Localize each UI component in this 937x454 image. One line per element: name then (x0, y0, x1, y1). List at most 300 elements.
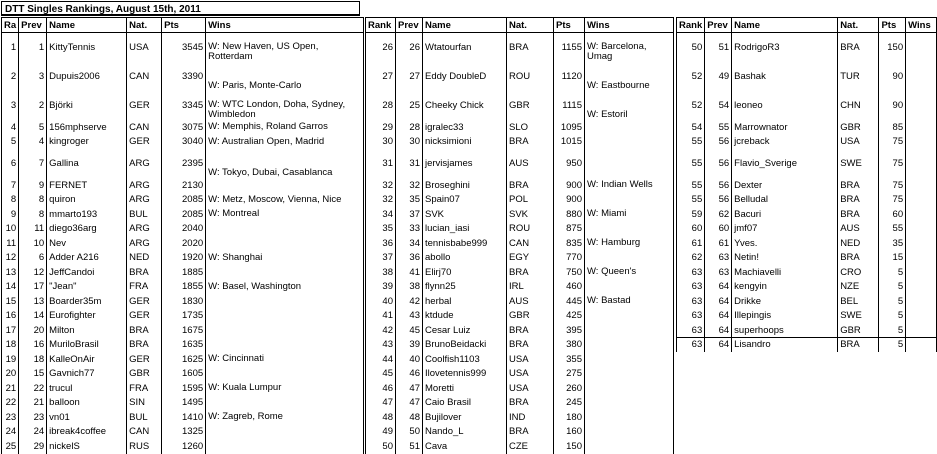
rank-cell: 2 (2, 62, 19, 91)
pts-cell: 460 (554, 280, 585, 295)
table-row (366, 236, 674, 251)
wins-cell (206, 323, 364, 338)
name-cell: Broseghini (423, 178, 507, 193)
wins-cell (585, 149, 674, 178)
rank-cell: 29 (366, 120, 396, 135)
rank-cell: 27 (366, 62, 396, 91)
table-row (677, 120, 937, 135)
rank-cell: 9 (2, 207, 19, 222)
wins-cell (585, 367, 674, 382)
rank-cell: 54 (677, 120, 705, 135)
name-cell: mmarto193 (47, 207, 127, 222)
name-cell: jervisjames (423, 149, 507, 178)
pts-cell: 1855 (162, 280, 206, 295)
rankings-panel-2 (365, 17, 674, 454)
pts-cell: 35 (879, 236, 906, 251)
wins-cell (585, 381, 674, 396)
table-row (2, 91, 364, 120)
table-row (677, 91, 937, 120)
nat-cell: GER (127, 91, 162, 120)
table-row (2, 367, 364, 382)
nat-cell: TUR (838, 62, 879, 91)
nat-cell: USA (507, 352, 554, 367)
nat-header: Nat. (127, 18, 162, 33)
nat-cell: BRA (127, 265, 162, 280)
prev-cell: 45 (396, 323, 423, 338)
pts-cell: 2085 (162, 193, 206, 208)
name-cell: Dexter (732, 178, 838, 193)
nat-cell: CAN (127, 120, 162, 135)
name-cell: ibreak4coffee (47, 425, 127, 440)
rank-cell: 47 (366, 396, 396, 411)
table-row (366, 135, 674, 150)
name-header: Name (423, 18, 507, 33)
pts-cell: 3075 (162, 120, 206, 135)
nat-cell: ARG (127, 149, 162, 178)
name-cell: Adder A216 (47, 251, 127, 266)
table-row (2, 222, 364, 237)
rank-cell: 44 (366, 352, 396, 367)
pts-cell: 2020 (162, 236, 206, 251)
table-row (366, 207, 674, 222)
name-cell: kingroger (47, 135, 127, 150)
prev-cell: 62 (705, 207, 732, 222)
wins-cell (906, 33, 937, 63)
name-cell: jmf07 (732, 222, 838, 237)
prev-cell: 24 (19, 425, 47, 440)
pts-cell: 245 (554, 396, 585, 411)
table-row (366, 352, 674, 367)
rank-cell: 55 (677, 149, 705, 178)
table-row (2, 33, 364, 63)
rank-cell: 18 (2, 338, 19, 353)
table-row (2, 120, 364, 135)
pts-cell: 1635 (162, 338, 206, 353)
wins-cell: W: Cincinnati (206, 352, 364, 367)
wins-cell: W: Barcelona, Umag (585, 33, 674, 63)
nat-cell: NZE (838, 280, 879, 295)
nat-cell: NED (838, 236, 879, 251)
wins-cell (906, 236, 937, 251)
name-cell: vn01 (47, 410, 127, 425)
wins-cell: W: Memphis, Roland Garros (206, 120, 364, 135)
prev-cell: 39 (396, 338, 423, 353)
rank-cell: 15 (2, 294, 19, 309)
prev-cell: 47 (396, 396, 423, 411)
wins-cell (585, 425, 674, 440)
pts-cell: 160 (554, 425, 585, 440)
pts-cell: 950 (554, 149, 585, 178)
pts-cell: 275 (554, 367, 585, 382)
wins-cell: W: Kuala Lumpur (206, 381, 364, 396)
name-cell: igralec33 (423, 120, 507, 135)
wins-cell: W: Paris, Monte-Carlo (206, 62, 364, 91)
nat-cell: BRA (838, 33, 879, 63)
name-cell: nickelS (47, 439, 127, 454)
wins-cell (906, 338, 937, 353)
rank-cell: 34 (366, 207, 396, 222)
wins-cell (206, 294, 364, 309)
wins-cell (906, 309, 937, 324)
wins-cell (206, 396, 364, 411)
prev-cell: 36 (396, 251, 423, 266)
pts-cell: 835 (554, 236, 585, 251)
wins-cell (906, 120, 937, 135)
table-row (677, 33, 937, 63)
rank-cell: 61 (677, 236, 705, 251)
pts-cell: 1325 (162, 425, 206, 440)
prev-cell: 42 (396, 294, 423, 309)
pts-cell: 750 (554, 265, 585, 280)
wins-header: Wins (206, 18, 364, 33)
prev-cell: 3 (19, 62, 47, 91)
rank-cell: 28 (366, 91, 396, 120)
nat-cell: SVK (507, 207, 554, 222)
wins-cell (206, 236, 364, 251)
table-row (2, 381, 364, 396)
pts-cell: 445 (554, 294, 585, 309)
prev-cell: 46 (396, 367, 423, 382)
prev-cell: 56 (705, 135, 732, 150)
name-cell: Machiavelli (732, 265, 838, 280)
prev-cell: 31 (396, 149, 423, 178)
prev-cell: 27 (396, 62, 423, 91)
prev-cell: 56 (705, 193, 732, 208)
nat-cell: GER (127, 294, 162, 309)
name-cell: jcreback (732, 135, 838, 150)
pts-cell: 5 (879, 280, 906, 295)
wins-cell (206, 309, 364, 324)
rank-cell: 43 (366, 338, 396, 353)
table-row (366, 178, 674, 193)
rank-cell: 55 (677, 178, 705, 193)
rank-header: Rank (366, 18, 396, 33)
rank-cell: 63 (677, 309, 705, 324)
pts-cell: 5 (879, 309, 906, 324)
nat-cell: AUS (838, 222, 879, 237)
rank-cell: 32 (366, 193, 396, 208)
table-row (677, 178, 937, 193)
rank-cell: 41 (366, 309, 396, 324)
table-row (366, 91, 674, 120)
name-cell: Ilovetennis999 (423, 367, 507, 382)
rank-cell: 1 (2, 33, 19, 63)
prev-cell: 2 (19, 91, 47, 120)
prev-header: Prev (705, 18, 732, 33)
pts-cell: 180 (554, 410, 585, 425)
name-cell: 156mphserve (47, 120, 127, 135)
name-cell: Lisandro (732, 338, 838, 353)
pts-cell: 75 (879, 193, 906, 208)
nat-cell: BUL (127, 410, 162, 425)
prev-cell: 4 (19, 135, 47, 150)
table-row (2, 178, 364, 193)
name-cell: Björki (47, 91, 127, 120)
rank-cell: 42 (366, 323, 396, 338)
prev-cell: 15 (19, 367, 47, 382)
name-cell: Gallina (47, 149, 127, 178)
table-row (2, 149, 364, 178)
nat-cell: SWE (838, 309, 879, 324)
table-row (677, 149, 937, 178)
pts-cell: 1410 (162, 410, 206, 425)
prev-cell: 8 (19, 193, 47, 208)
rankings-table-2 (365, 17, 674, 454)
prev-cell: 5 (19, 120, 47, 135)
pts-cell: 2040 (162, 222, 206, 237)
rank-cell: 55 (677, 135, 705, 150)
prev-cell: 64 (705, 323, 732, 338)
prev-cell: 33 (396, 222, 423, 237)
name-cell: Bujilover (423, 410, 507, 425)
nat-cell: GBR (507, 309, 554, 324)
pts-header: Pts (879, 18, 906, 33)
name-cell: superhoops (732, 323, 838, 338)
table-row (366, 294, 674, 309)
table-row (2, 193, 364, 208)
nat-cell: CAN (507, 236, 554, 251)
pts-header: Pts (162, 18, 206, 33)
nat-cell: SWE (838, 149, 879, 178)
name-cell: Bacuri (732, 207, 838, 222)
nat-cell: USA (127, 33, 162, 63)
prev-cell: 20 (19, 323, 47, 338)
nat-cell: USA (507, 367, 554, 382)
name-cell: nicksimioni (423, 135, 507, 150)
prev-cell: 23 (19, 410, 47, 425)
wins-cell (906, 222, 937, 237)
name-cell: Nev (47, 236, 127, 251)
pts-cell: 380 (554, 338, 585, 353)
rank-cell: 32 (366, 178, 396, 193)
pts-cell: 1830 (162, 294, 206, 309)
wins-cell (206, 222, 364, 237)
pts-cell: 1495 (162, 396, 206, 411)
rank-cell: 3 (2, 91, 19, 120)
table-row (2, 338, 364, 353)
name-cell: MuriloBrasil (47, 338, 127, 353)
nat-cell: ARG (127, 236, 162, 251)
name-cell: FERNET (47, 178, 127, 193)
table-row (2, 439, 364, 454)
name-cell: Coolfish1103 (423, 352, 507, 367)
pts-cell: 3345 (162, 91, 206, 120)
wins-cell (585, 410, 674, 425)
name-cell: Netin! (732, 251, 838, 266)
pts-cell: 55 (879, 222, 906, 237)
nat-cell: GER (127, 135, 162, 150)
rank-cell: 48 (366, 410, 396, 425)
nat-cell: GER (127, 352, 162, 367)
rank-cell: 10 (2, 222, 19, 237)
prev-cell: 8 (19, 207, 47, 222)
name-cell: KittyTennis (47, 33, 127, 63)
wins-cell (206, 439, 364, 454)
nat-cell: BRA (507, 323, 554, 338)
rank-cell: 36 (366, 236, 396, 251)
table-row (2, 294, 364, 309)
header-row (366, 18, 674, 33)
wins-cell (906, 265, 937, 280)
rank-cell: 40 (366, 294, 396, 309)
rank-cell: 4 (2, 120, 19, 135)
table-row (677, 193, 937, 208)
name-cell: balloon (47, 396, 127, 411)
pts-cell: 90 (879, 91, 906, 120)
table-row (677, 309, 937, 324)
pts-cell: 15 (879, 251, 906, 266)
table-row (366, 280, 674, 295)
prev-header: Prev (396, 18, 423, 33)
rank-cell: 14 (2, 280, 19, 295)
name-cell: JeffCandoi (47, 265, 127, 280)
rank-cell: 7 (2, 178, 19, 193)
prev-cell: 38 (396, 280, 423, 295)
prev-cell: 10 (19, 236, 47, 251)
wins-cell (906, 280, 937, 295)
nat-cell: BRA (838, 207, 879, 222)
nat-cell: GBR (838, 120, 879, 135)
name-cell: Spain07 (423, 193, 507, 208)
pts-cell: 75 (879, 178, 906, 193)
name-cell: Moretti (423, 381, 507, 396)
table-row (2, 236, 364, 251)
name-cell: Gavnich77 (47, 367, 127, 382)
pts-cell: 900 (554, 193, 585, 208)
nat-cell: RUS (127, 439, 162, 454)
table-3-end-line (676, 337, 937, 338)
rank-cell: 46 (366, 381, 396, 396)
pts-cell: 770 (554, 251, 585, 266)
name-cell: Yves. (732, 236, 838, 251)
prev-cell: 56 (705, 178, 732, 193)
pts-cell: 900 (554, 178, 585, 193)
prev-cell: 7 (19, 149, 47, 178)
name-cell: herbal (423, 294, 507, 309)
table-row (366, 193, 674, 208)
pts-cell: 1735 (162, 309, 206, 324)
rank-cell: 11 (2, 236, 19, 251)
wins-cell (585, 396, 674, 411)
pts-cell: 5 (879, 338, 906, 353)
rank-cell: 37 (366, 251, 396, 266)
table-row (366, 338, 674, 353)
rank-cell: 31 (366, 149, 396, 178)
name-cell: Nando_L (423, 425, 507, 440)
nat-cell: IND (507, 410, 554, 425)
nat-cell: BRA (127, 338, 162, 353)
pts-cell: 880 (554, 207, 585, 222)
table-row (366, 62, 674, 91)
name-header: Name (47, 18, 127, 33)
pts-cell: 60 (879, 207, 906, 222)
prev-cell: 49 (705, 62, 732, 91)
pts-cell: 1095 (554, 120, 585, 135)
pts-cell: 425 (554, 309, 585, 324)
pts-cell: 150 (554, 439, 585, 454)
wins-cell: W: Bastad (585, 294, 674, 309)
pts-cell: 90 (879, 62, 906, 91)
table-row (2, 265, 364, 280)
table-row (366, 309, 674, 324)
prev-cell: 25 (396, 91, 423, 120)
table-row (677, 207, 937, 222)
rankings-table-1 (1, 17, 364, 454)
pts-cell: 1115 (554, 91, 585, 120)
wins-cell (585, 309, 674, 324)
rank-cell: 17 (2, 323, 19, 338)
rankings-panel-1 (1, 17, 364, 454)
table-row (2, 425, 364, 440)
table-row (2, 396, 364, 411)
name-cell: Flavio_Sverige (732, 149, 838, 178)
rank-cell: 39 (366, 280, 396, 295)
wins-cell: W: New Haven, US Open, Rotterdam (206, 33, 364, 63)
table-row (2, 251, 364, 266)
nat-cell: EGY (507, 251, 554, 266)
pts-cell: 2130 (162, 178, 206, 193)
table-row (2, 62, 364, 91)
wins-cell (585, 338, 674, 353)
prev-cell: 40 (396, 352, 423, 367)
rank-cell: 12 (2, 251, 19, 266)
name-cell: Belludal (732, 193, 838, 208)
wins-cell (206, 265, 364, 280)
wins-cell: W: Miami (585, 207, 674, 222)
wins-cell: W: Hamburg (585, 236, 674, 251)
table-row (366, 149, 674, 178)
pts-cell: 1675 (162, 323, 206, 338)
wins-cell (906, 135, 937, 150)
prev-cell: 43 (396, 309, 423, 324)
nat-cell: BRA (838, 251, 879, 266)
name-cell: Bashak (732, 62, 838, 91)
pts-header: Pts (554, 18, 585, 33)
rank-cell: 63 (677, 280, 705, 295)
nat-cell: BUL (127, 207, 162, 222)
rank-cell: 63 (677, 338, 705, 353)
nat-cell: ROU (507, 62, 554, 91)
table-row (366, 425, 674, 440)
name-cell: Cava (423, 439, 507, 454)
prev-cell: 13 (19, 294, 47, 309)
wins-cell: W: Eastbourne (585, 62, 674, 91)
prev-cell: 63 (705, 265, 732, 280)
table-row (366, 323, 674, 338)
name-cell: Eurofighter (47, 309, 127, 324)
wins-cell (906, 323, 937, 338)
name-cell: leoneo (732, 91, 838, 120)
name-cell: "Jean" (47, 280, 127, 295)
nat-cell: CZE (507, 439, 554, 454)
prev-header: Prev (19, 18, 47, 33)
pts-cell: 2395 (162, 149, 206, 178)
wins-cell: W: Shanghai (206, 251, 364, 266)
table-row (677, 338, 937, 353)
name-cell: abollo (423, 251, 507, 266)
table-row (366, 396, 674, 411)
nat-cell: GBR (507, 91, 554, 120)
wins-cell (585, 135, 674, 150)
table-row (366, 410, 674, 425)
nat-cell: USA (507, 381, 554, 396)
table-row (366, 265, 674, 280)
pts-cell: 75 (879, 135, 906, 150)
prev-cell: 1 (19, 33, 47, 63)
nat-cell: BRA (507, 33, 554, 63)
nat-cell: BRA (507, 425, 554, 440)
rank-cell: 63 (677, 294, 705, 309)
